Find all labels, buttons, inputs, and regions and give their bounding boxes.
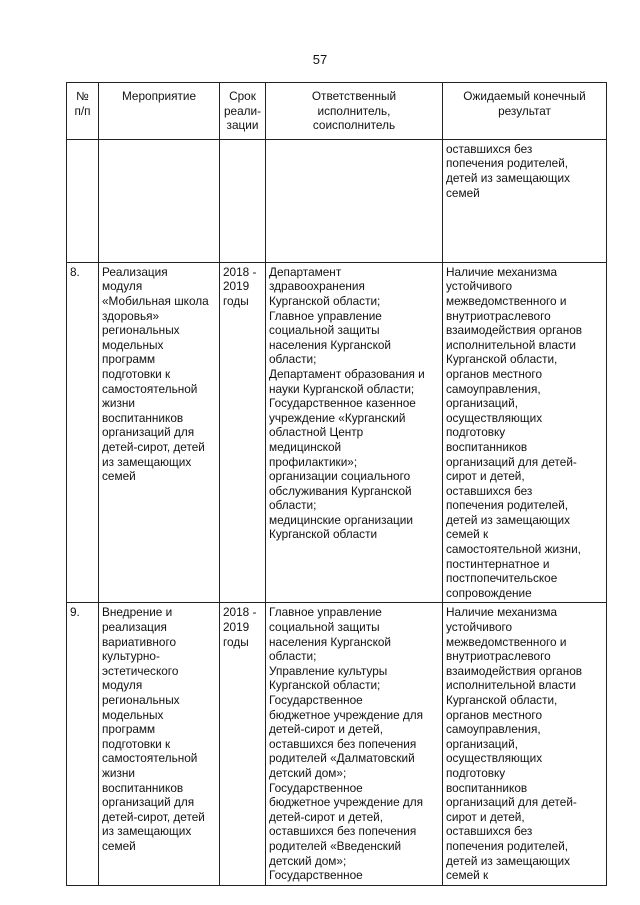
cell-line: воспитанников (446, 439, 528, 454)
cell-line: детский дом»; (269, 765, 347, 780)
cell-line: эстетического (102, 663, 179, 678)
cell-line: Главное управление (269, 605, 382, 620)
cell-line: воспитанников (102, 780, 184, 795)
cell-line: Курганской области; (269, 678, 381, 693)
cell-line: попечения родителей, (446, 838, 569, 853)
cell-line: программ (102, 722, 156, 737)
cell-num (67, 603, 99, 885)
cell-line: воспитанников (446, 780, 528, 795)
cell-line: Государственное казенное (269, 396, 416, 411)
cell-line: региональных (102, 693, 180, 707)
header-num (67, 83, 99, 140)
cell-line: программ (102, 352, 156, 367)
table-row (67, 603, 607, 885)
cell-line: сирот и детей, (446, 469, 525, 484)
cell-line: детей-сирот, детей (102, 809, 205, 824)
cell-line: Главное управление (269, 308, 382, 323)
cell-line: семей к (446, 527, 489, 542)
cell-result (443, 139, 607, 262)
cell-line: самоуправления, (446, 381, 541, 396)
cell-line: региональных (102, 323, 180, 338)
cell-line: подготовку (446, 765, 506, 780)
cell-line: организаций для (102, 795, 195, 810)
cell-line: детей-сирот и детей, (269, 722, 384, 737)
cell-line: Департамент образования и (269, 366, 425, 381)
header-result-line: Ожидаемый конечный (463, 89, 586, 103)
cell-line: 2018 - (223, 264, 257, 279)
cell-line: оставшихся без (446, 141, 533, 156)
cell-line: модельных (102, 337, 164, 352)
cell-line: осуществляющих (446, 410, 543, 425)
cell-line: оставшихся без (446, 483, 533, 498)
cell-line: Реализация (102, 264, 168, 279)
cell-num (67, 262, 99, 603)
cell-line: 2019 (223, 279, 250, 294)
table-row (67, 139, 607, 262)
cell-line: населения Курганской (269, 634, 392, 649)
cell-line: Управление культуры (269, 663, 388, 678)
cell-line: взаимодействия органов (446, 663, 583, 678)
cell-line: самостоятельной жизни, (446, 542, 581, 557)
cell-line: детей из замещающих (446, 853, 570, 868)
header-num-line: п/п (74, 103, 91, 118)
cell-line: детский дом»; (269, 853, 347, 868)
header-responsible-line: Ответственный (311, 89, 397, 103)
cell-line: области; (269, 352, 317, 367)
cell-result (443, 262, 607, 603)
cell-line: организаций для детей- (446, 454, 577, 469)
cell-line: воспитанников (102, 410, 184, 425)
cell-line: детей из замещающих (446, 512, 570, 527)
cell-line: Наличие механизма (446, 605, 558, 620)
cell-responsible (266, 603, 443, 885)
cell-line: оставшихся без попечения (269, 736, 417, 751)
cell-line: постинтернатное и (446, 556, 550, 571)
cell-line: исполнительной власти (446, 678, 576, 693)
cell-line: здоровья» (102, 308, 160, 323)
cell-line: родителей «Далматовский (269, 751, 415, 766)
header-term-line: зации (226, 118, 259, 133)
cell-line: оставшихся без (446, 824, 533, 839)
page-number: 57 (312, 52, 328, 67)
cell-line: годы (223, 293, 249, 308)
cell-line: культурно- (102, 649, 160, 664)
cell-line: «Мобильная школа (102, 293, 209, 308)
cell-line: организаций для детей- (446, 795, 577, 810)
header-num-line: № (76, 89, 89, 103)
cell-line: подготовку (446, 425, 506, 440)
cell-event (99, 603, 220, 885)
cell-line: межведомственного и (446, 634, 567, 649)
header-event-line: Мероприятие (121, 89, 197, 103)
cell-line: 9. (70, 605, 80, 620)
cell-line: детей-сирот, детей (102, 439, 205, 454)
cell-line: подготовки к (102, 366, 171, 381)
table-row (67, 262, 607, 603)
cell-event (99, 139, 220, 262)
cell-line: населения Курганской (269, 337, 392, 352)
cell-line: областной Центр (269, 425, 364, 440)
cell-line: сопровождение (446, 585, 532, 600)
header-term-line: реали- (223, 103, 262, 118)
plan-table (66, 82, 607, 886)
cell-line: устойчивого (446, 620, 513, 635)
cell-line: реализация (102, 620, 167, 635)
header-responsible-line: соисполнитель (312, 118, 396, 133)
cell-line: организаций, (446, 736, 519, 751)
cell-line: бюджетное учреждение для (269, 795, 424, 810)
cell-line: Курганской области, (446, 693, 558, 707)
cell-line: семей к (446, 868, 489, 883)
cell-line: сирот и детей, (446, 809, 525, 824)
cell-line: самостоятельной (102, 381, 198, 396)
cell-line: Государственное (269, 780, 363, 795)
cell-line: Государственное (269, 868, 363, 883)
cell-line: модуля (102, 678, 143, 693)
table-body (67, 139, 607, 885)
cell-num (67, 139, 99, 262)
cell-line: организаций для (102, 425, 195, 440)
cell-line: бюджетное учреждение для (269, 707, 424, 722)
cell-line: из замещающих (102, 454, 192, 469)
cell-line: семей (446, 185, 480, 200)
cell-line: осуществляющих (446, 751, 543, 766)
header-responsible (266, 83, 443, 140)
cell-responsible (266, 262, 443, 603)
cell-line: 2019 (223, 620, 250, 635)
cell-line: взаимодействия органов (446, 323, 583, 338)
cell-line: самостоятельной (102, 751, 198, 766)
cell-line: модуля (102, 279, 143, 294)
header-responsible-line: исполнитель, (317, 103, 391, 118)
table-header-row (67, 83, 607, 140)
cell-line: исполнительной власти (446, 337, 576, 352)
cell-line: 8. (70, 264, 80, 279)
header-result (443, 83, 607, 140)
cell-line: самоуправления, (446, 722, 541, 737)
cell-line: годы (223, 634, 249, 649)
cell-event (99, 262, 220, 603)
cell-line: учреждение «Курганский (269, 410, 406, 425)
cell-responsible (266, 139, 443, 262)
cell-line: медицинские организации (269, 512, 413, 527)
cell-line: попечения родителей, (446, 498, 569, 513)
cell-line: социальной защиты (269, 620, 380, 635)
cell-line: Курганской области, (446, 352, 558, 367)
cell-line: из замещающих (102, 824, 192, 839)
cell-line: органов местного (446, 366, 542, 381)
header-term (220, 83, 266, 140)
cell-line: детей из замещающих (446, 170, 570, 185)
cell-line: органов местного (446, 707, 542, 722)
cell-line: Департамент (269, 264, 342, 279)
cell-line: области; (269, 498, 317, 513)
header-term-line: Срок (229, 89, 256, 103)
cell-line: Курганской области (269, 527, 378, 542)
cell-line: оставшихся без попечения (269, 824, 417, 839)
cell-line: социальной защиты (269, 323, 380, 338)
cell-line: Государственное (269, 693, 363, 707)
cell-line: жизни (102, 396, 135, 411)
cell-line: обслуживания Курганской (269, 483, 412, 498)
header-event (99, 83, 220, 140)
header-result-line: результат (498, 103, 551, 118)
cell-line: устойчивого (446, 279, 513, 294)
cell-line: Наличие механизма (446, 264, 558, 279)
cell-line: 2018 - (223, 605, 257, 620)
cell-line: медицинской (269, 439, 342, 454)
cell-line: профилактики»; (269, 454, 358, 469)
cell-line: здравоохранения (269, 279, 365, 294)
cell-term (220, 603, 266, 885)
cell-term (220, 139, 266, 262)
cell-line: межведомственного и (446, 293, 567, 308)
cell-line: жизни (102, 765, 135, 780)
cell-line: детей-сирот и детей, (269, 809, 384, 824)
cell-line: семей (102, 469, 136, 484)
cell-line: родителей «Введенский (269, 838, 402, 853)
cell-line: постпопечительское (446, 571, 558, 586)
cell-line: семей (102, 838, 136, 853)
cell-line: науки Курганской области; (269, 381, 415, 396)
cell-term (220, 262, 266, 603)
cell-line: организаций, (446, 396, 519, 411)
cell-result (443, 603, 607, 885)
cell-line: вариативного (102, 634, 177, 649)
cell-line: подготовки к (102, 736, 171, 751)
cell-line: области; (269, 649, 317, 664)
cell-line: попечения родителей, (446, 156, 569, 171)
cell-line: организации социального (269, 469, 411, 484)
cell-line: Курганской области; (269, 293, 381, 308)
cell-line: внутриотраслевого (446, 649, 551, 664)
cell-line: Внедрение и (102, 605, 173, 620)
cell-line: модельных (102, 707, 164, 722)
cell-line: внутриотраслевого (446, 308, 551, 323)
